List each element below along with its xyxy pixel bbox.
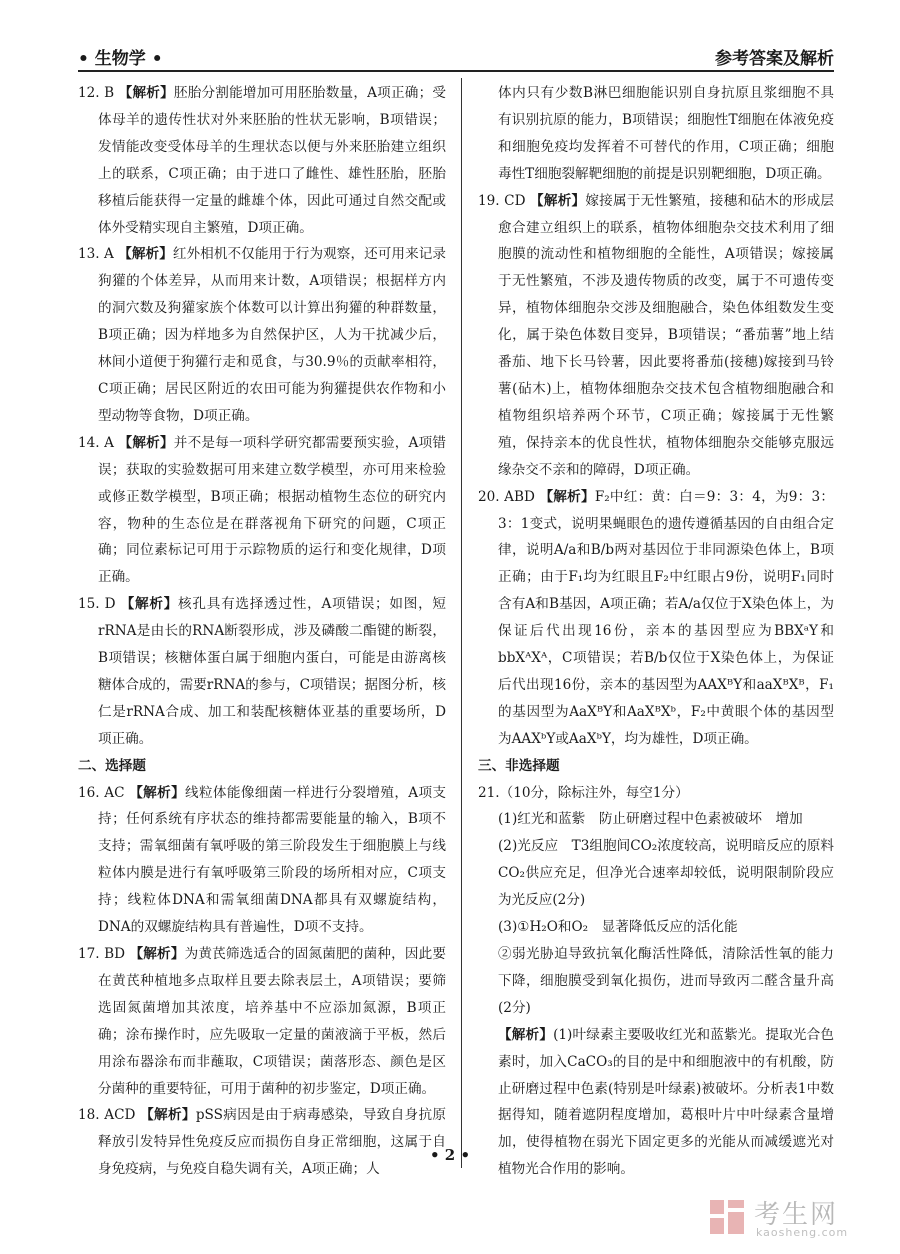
answer-20: 20. ABD 【解析】F₂中红：黄：白＝9：3：4，为9：3：3：1变式，说明果蝇眼色的遗传遵循基因的自由组合定律，说明A/a和B/b两对基因位于非同源染色体上，B项正确；由于F₁均为红眼且F₂中红眼占9份，说明F₁同时含有A和B基因，A项正确；若A/a仅位于X染色体上，为保证后代出现16份，亲本的基因型应为BBXᵃY和bbXᴬXᴬ，C项错误；若B/b仅位于X染色体上，为保证后代出现16份，亲本的基因型为AAXᴮY和aaXᴮXᴮ，F₁的基因型为AaXᴮY和AaXᴮXᵇ，F₂中黄眼个体的基因型为AAXᵇY或AaXᵇY，均为雄性，D项正确。 — [478, 488, 835, 747]
answer-18: 18. ACD 【解析】pSS病因是由于病毒感染，导致自身抗原释放引发特异性免疫反应而损伤自身正常细胞，这属于自身免疫病，与免疫自稳失调有关，A项正确；人 — [78, 1107, 446, 1178]
watermark-name: 考生网 — [754, 1200, 839, 1230]
answer-21-part-1: (1)红光和蓝紫 防止研磨过程中色素被破坏 增加 — [498, 811, 803, 828]
answer-21-head: 21.（10分，除标注外，每空1分） — [478, 784, 689, 801]
watermark — [706, 1192, 886, 1242]
page-header — [78, 40, 834, 72]
answer-18-continued: 体内只有少数B淋巴细胞能识别自身抗原且浆细胞不具有识别抗原的能力，B项错误；细胞性T细胞在体液免疫和细胞免疫均发挥着不可替代的作用，C项正确；细胞毒性T细胞裂解靶细胞的前提是识别靶细胞，D项正确。 — [498, 85, 834, 182]
page-number: • 2 • — [429, 1146, 471, 1164]
answer-21-analysis: 【解析】(1)叶绿素主要吸收红光和蓝紫光。提取光合色素时，加入CaCO₃的目的是中和细胞液中的有机酸，防止研磨过程中色素(特别是叶绿素)被破坏。分析表1中数据得知，随着遮阴程度增加，葛根叶片中叶绿素含量增加，使得植物在弱光下固定更多的光能从而减缓遮光对植物光合作用的影响。 — [498, 1026, 834, 1178]
answer-21-part-3: (3)①H₂O和O₂ 显著降低反应的活化能 — [498, 919, 738, 936]
answer-12: 12. B 【解析】胚胎分割能增加可用胚胎数量，A项正确；受体母羊的遗传性状对外来胚胎的性状无影响，B项错误；发情能改变受体母羊的生理状态以便与外来胚胎建立组织上的联系，C项正确；由于进口了雌性、雄性胚胎，胚胎移植后能获得一定量的雌雄个体，因此可通过自然交配或体外受精实现自主繁殖，D项正确。 — [78, 85, 446, 236]
answer-19: 19. CD 【解析】嫁接属于无性繁殖，接穗和砧木的形成层愈合建立组织上的联系，植物体细胞杂交技术利用了细胞膜的流动性和植物细胞的全能性，A项错误；嫁接属于无性繁殖，不涉及遗传物质的改变，属于不可遗传变异，植物体细胞杂交涉及细胞融合，染色体组数发生变化，属于染色体数目变异，B项错误；“番茄薯”地上结番茄、地下长马铃薯，因此要将番茄(接穗)嫁接到马铃薯(砧木)上，植物体细胞杂交技术包含植物细胞融合和植物组织培养两个环节，C项正确；嫁接属于无性繁殖，保持亲本的优良性状，植物体细胞杂交能够克服远缘杂交不亲和的障碍，D项正确。 — [478, 192, 835, 478]
section-heading-2: 二、选择题 — [78, 757, 146, 774]
subject-label: • 生物学 • — [78, 49, 163, 69]
watermark-logo-icon — [706, 1196, 748, 1238]
column-divider — [461, 78, 462, 1168]
left-column — [78, 80, 446, 1183]
answer-21-part-3b: ②弱光胁迫导致抗氧化酶活性降低，清除活性氧的能力下降，细胞膜受到氧化损伤，进而导致丙二醛含量升高(2分) — [498, 946, 834, 1016]
answer-13: 13. A 【解析】红外相机不仅能用于行为观察，还可用来记录狗獾的个体差异，从而用来计数，A项错误；根据样方内的洞穴数及狗獾家族个体数可以计算出狗獾的种群数量，B项正确；因为样地多为自然保护区，人为干扰减少后，林间小道便于狗獾行走和觅食，与30.9％的贡献率相符，C项正确；居民区附近的农田可能为狗獾提供农作物和小型动物等食物，D项正确。 — [78, 246, 446, 424]
answer-16: 16. AC 【解析】线粒体能像细菌一样进行分裂增殖，A项支持；任何系统有序状态的维持都需要能量的输入，B项不支持；需氧细菌有氧呼吸的第三阶段发生于细胞膜上与线粒体内膜是进行有氧呼吸第三阶段的场所相对应，C项支持；线粒体DNA和需氧细菌DNA都具有双螺旋结构，DNA的双螺旋结构具有普遍性，D项不支持。 — [78, 784, 446, 936]
watermark-url: kaosheng.com — [756, 1226, 849, 1239]
right-column — [478, 80, 834, 1183]
answer-17: 17. BD 【解析】为黄芪筛选适合的固氮菌肥的菌种，因此要在黄芪种植地多点取样且要去除表层土，A项错误；要筛选固氮菌增加其浓度，培养基中不应添加氮源，B项正确；涂布操作时，应先吸取一定量的菌液滴于平板，然后用涂布器涂布而非蘸取，C项错误；菌落形态、颜色是区分菌种的重要特征，可用于菌种的初步鉴定，D项正确。 — [78, 946, 447, 1097]
header-title: 参考答案及解析 — [715, 49, 834, 69]
answer-21-part-2: (2)光反应 T3组胞间CO₂浓度较高，说明暗反应的原料CO₂供应充足，但净光合速率却较低，说明限制阶段应为光反应(2分) — [498, 838, 834, 909]
answer-14: 14. A 【解析】并不是每一项科学研究都需要预实验，A项错误；获取的实验数据可用来建立数学模型，亦可用来检验或修正数学模型，B项正确；根据动植物生态位的研究内容，物种的生态位是在群落视角下研究的问题，C项正确；同位素标记可用于示踪物质的运行和变化规律，D项正确。 — [78, 434, 446, 586]
answer-15: 15. D 【解析】核孔具有选择透过性，A项错误；如图，短rRNA是由长的RNA断裂形成，涉及磷酸二酯键的断裂，B项错误；核糖体蛋白属于细胞内蛋白，可能是由游离核糖体合成的，需要rRNA的参与，C项错误；据图分析，核仁是rRNA合成、加工和装配核糖体亚基的重要场所，D项正确。 — [78, 596, 447, 747]
section-heading-3: 三、非选择题 — [478, 757, 560, 774]
